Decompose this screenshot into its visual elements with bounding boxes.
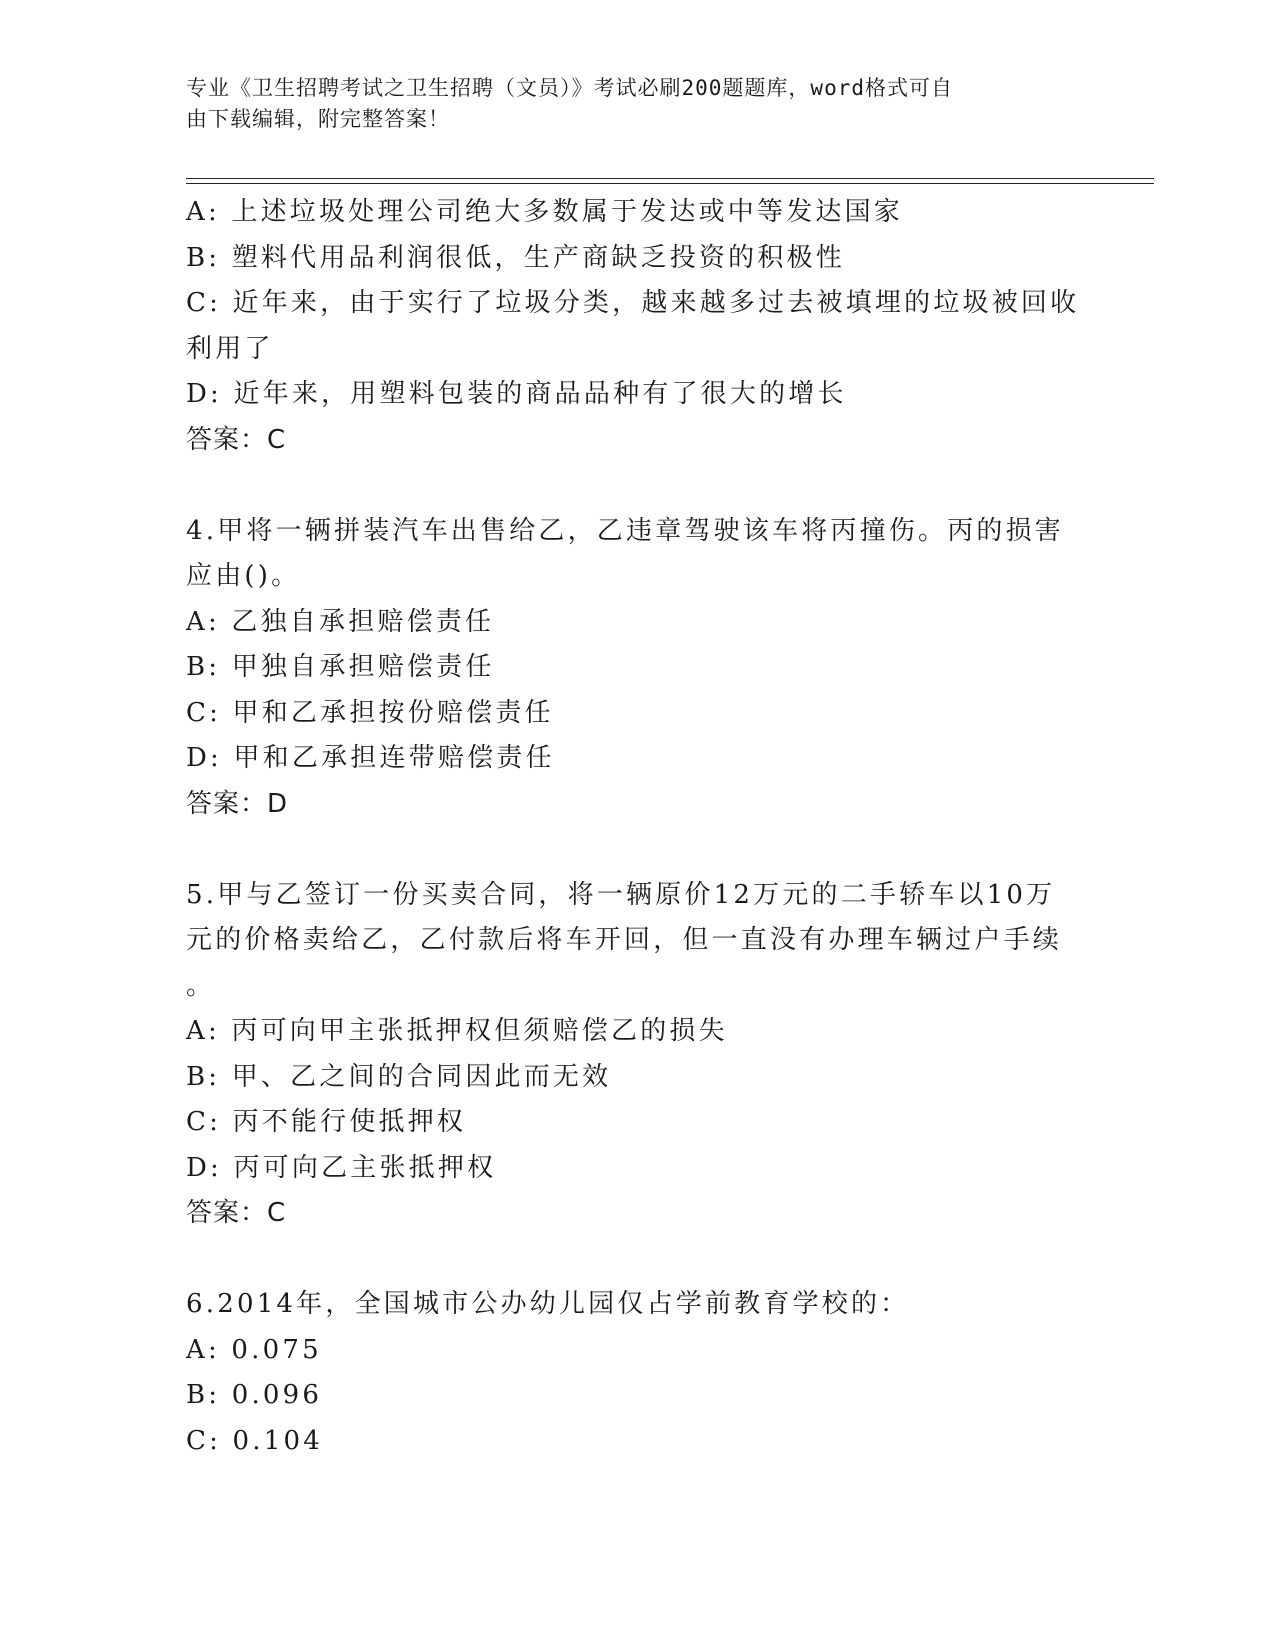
answer-text: 答案：C xyxy=(186,424,287,455)
spacer xyxy=(186,1237,1086,1283)
option-c-continued: 利用了 xyxy=(186,333,274,364)
option-b: B: 甲、乙之间的合同因此而无效 xyxy=(186,1061,612,1092)
question-stem-continued: 应由()。 xyxy=(186,561,301,591)
option-d: D: 甲和乙承担连带赔偿责任 xyxy=(186,743,555,773)
question-stem: 4.甲将一辆拼装汽车出售给乙，乙违章驾驶该车将丙撞伤。丙的损害 xyxy=(186,515,1065,546)
document-header xyxy=(186,73,1066,135)
spacer xyxy=(186,463,1086,509)
option-c: C: 甲和乙承担按份赔偿责任 xyxy=(186,697,554,728)
question-list xyxy=(186,190,1086,1464)
header-line-2: 由下载编辑，附完整答案！ xyxy=(186,107,450,131)
option-b: B: 塑料代用品利润很低，生产商缺乏投资的积极性 xyxy=(186,242,845,273)
option-d: D: 近年来，用塑料包装的商品品种有了很大的增长 xyxy=(186,379,847,409)
header-divider-top xyxy=(186,178,1154,179)
option-a: A: 丙可向甲主张抵押权但须赔偿乙的损失 xyxy=(186,1016,728,1046)
option-a: A: 0.075 xyxy=(186,1334,322,1365)
option-b: B: 0.096 xyxy=(186,1380,323,1410)
question-6 xyxy=(186,1282,1086,1464)
question-4 xyxy=(186,509,1086,828)
header-divider-bottom xyxy=(186,183,1154,184)
header-line-1: 专业《卫生招聘考试之卫生招聘（文员）》考试必刷200题题库，word格式可自 xyxy=(186,76,953,100)
question-3 xyxy=(186,190,1086,463)
question-stem-continued: 元的价格卖给乙，乙付款后将车开回，但一直没有办理车辆过户手续 xyxy=(186,925,1063,955)
option-c: C: 丙不能行使抵押权 xyxy=(186,1107,467,1137)
question-stem: 6.2014年，全国城市公办幼儿园仅占学前教育学校的： xyxy=(186,1289,910,1319)
answer-text: 答案：C xyxy=(186,1198,287,1228)
option-a: A: 乙独自承担赔偿责任 xyxy=(186,606,495,637)
spacer xyxy=(186,827,1086,873)
question-5 xyxy=(186,873,1086,1237)
option-b: B: 甲独自承担赔偿责任 xyxy=(186,652,495,682)
option-d: D: 丙可向乙主张抵押权 xyxy=(186,1152,497,1183)
option-a: A: 上述垃圾处理公司绝大多数属于发达或中等发达国家 xyxy=(186,197,904,227)
option-c: C: 0.104 xyxy=(186,1425,323,1456)
option-c: C: 近年来，由于实行了垃圾分类，越来越多过去被填埋的垃圾被回收 xyxy=(186,288,1080,318)
question-stem: 5.甲与乙签订一份买卖合同，将一辆原价12万元的二手轿车以10万 xyxy=(186,879,1056,910)
question-stem-end: 。 xyxy=(186,970,216,1001)
answer-text: 答案：D xyxy=(186,788,289,819)
